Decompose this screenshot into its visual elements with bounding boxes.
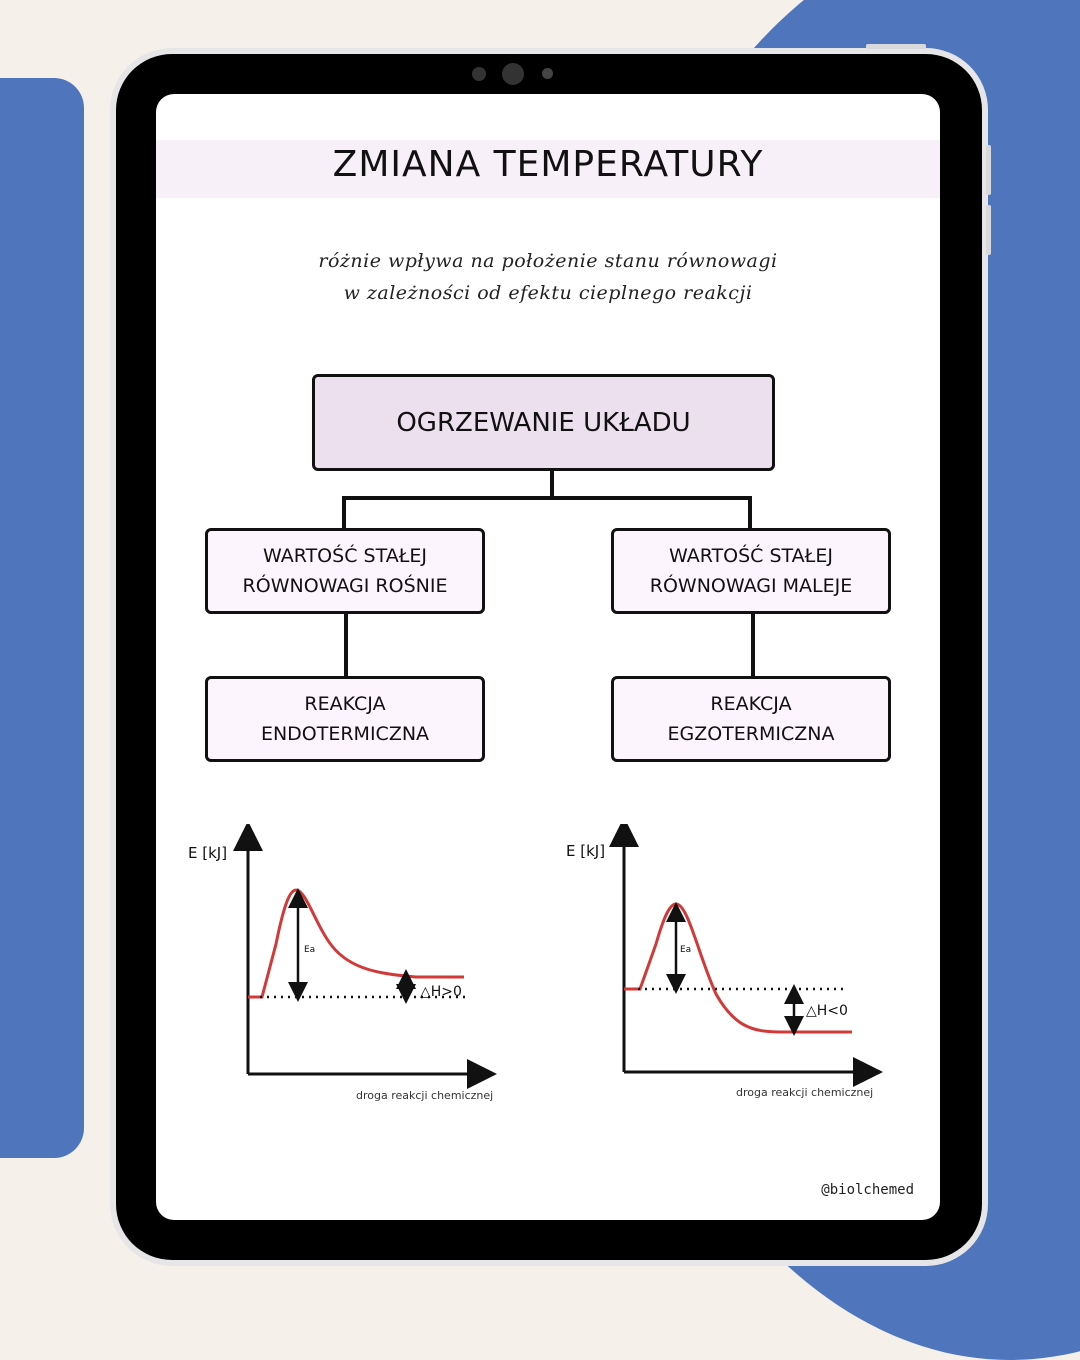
endothermic-line-1: REAKCJA: [304, 693, 386, 715]
exo-activation-label: Ea: [680, 945, 692, 955]
k-rises-line-2: RÓWNOWAGI ROŚNIE: [242, 575, 448, 597]
endothermic-line-2: ENDOTERMICZNA: [260, 723, 430, 745]
endothermic-text: [261, 689, 429, 749]
endo-activation-label: Ea: [304, 945, 316, 955]
exo-y-axis-label: E [kJ]: [566, 842, 606, 860]
endothermic-energy-diagram: [176, 824, 516, 1114]
tablet-side-button: [986, 145, 991, 195]
root-box-label: OGRZEWANIE UKŁADU: [396, 407, 691, 438]
exothermic-text: [667, 689, 834, 749]
endo-energy-curve: [248, 890, 464, 997]
endothermic-box: [205, 676, 485, 762]
camera-lens-icon: [502, 63, 524, 85]
k-decreases-text: [650, 541, 852, 601]
page-title: ZMIANA TEMPERATURY: [332, 144, 764, 185]
background-blob-left: [0, 78, 84, 1158]
root-box-heating: [312, 374, 775, 471]
endo-delta-h-label: △H>0: [420, 984, 462, 1000]
k-rises-line-1: WARTOŚĆ STAŁEJ: [263, 545, 427, 567]
k-decreases-line-2: RÓWNOWAGI MALEJE: [649, 575, 853, 597]
exothermic-line-1: REAKCJA: [710, 693, 792, 715]
tablet-top-button: [866, 44, 926, 49]
author-handle: @biolchemed: [821, 1182, 914, 1198]
k-rises-text: [243, 541, 448, 601]
exo-delta-h-label: △H<0: [806, 1003, 848, 1019]
subtitle-line-2: w zależności od efektu cieplnego reakcji: [343, 282, 753, 304]
exothermic-box: [611, 676, 891, 762]
camera-sensor-icon: [472, 67, 486, 81]
tablet-side-button: [986, 205, 991, 255]
k-decreases-line-1: WARTOŚĆ STAŁEJ: [669, 545, 833, 567]
exo-x-axis-label: droga reakcji chemicznej: [736, 1086, 874, 1099]
subtitle-line-1: różnie wpływa na położenie stanu równowagi: [318, 250, 778, 272]
exothermic-line-2: EGZOTERMICZNA: [667, 723, 835, 745]
camera-light-icon: [542, 68, 553, 79]
endo-x-axis-label: droga reakcji chemicznej: [356, 1089, 494, 1102]
exothermic-energy-diagram: [556, 824, 896, 1114]
k-decreases-box: [611, 528, 891, 614]
k-rises-box: [205, 528, 485, 614]
tablet-screen: [156, 94, 940, 1220]
endo-y-axis-label: E [kJ]: [188, 844, 228, 862]
